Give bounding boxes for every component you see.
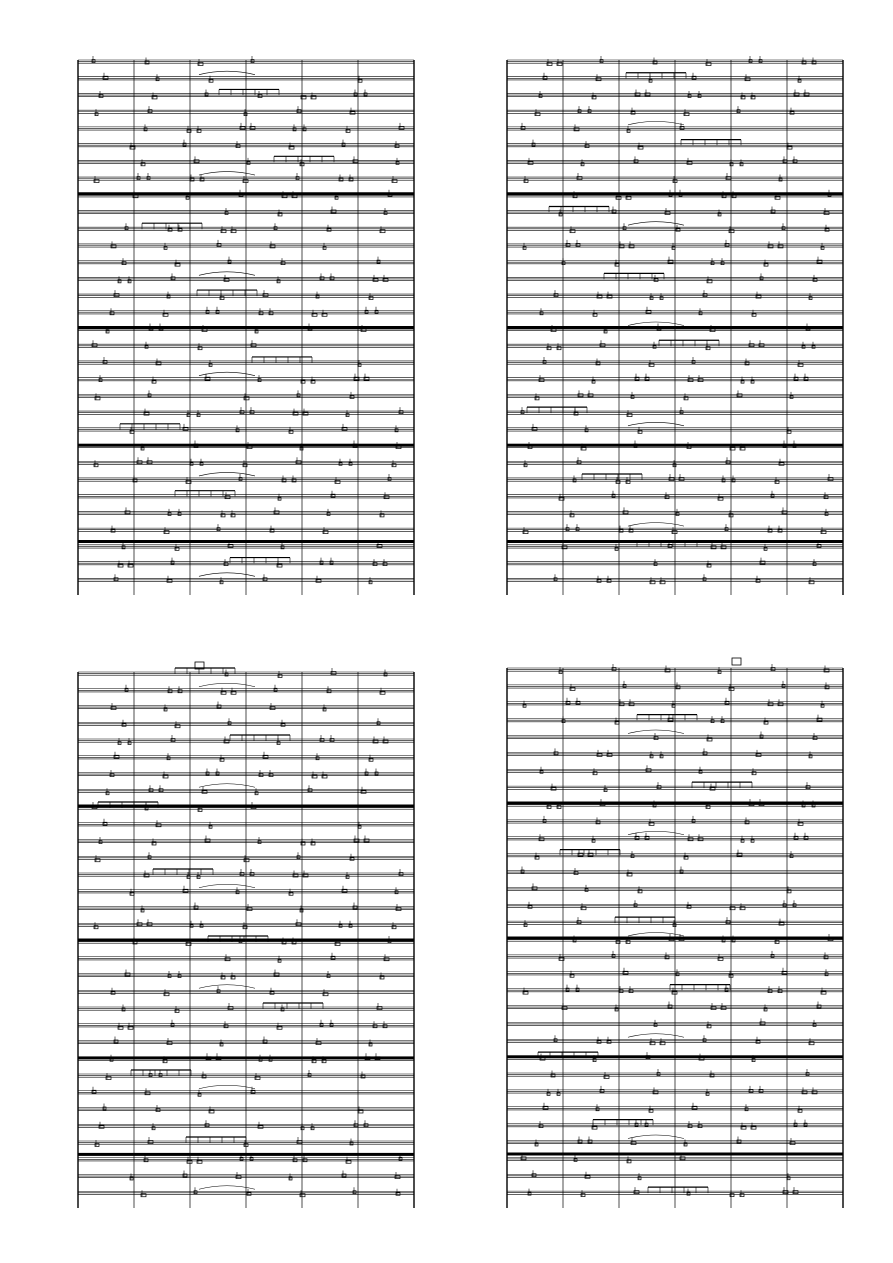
note-group <box>118 558 387 568</box>
note-group <box>141 903 401 913</box>
note-group <box>535 850 793 860</box>
system-divider <box>78 540 414 543</box>
note-group <box>523 240 824 250</box>
note-group <box>559 664 829 674</box>
note-group <box>92 56 254 66</box>
system-divider <box>507 540 843 543</box>
note-group <box>521 867 683 877</box>
note-group <box>547 340 815 350</box>
system-divider <box>78 444 414 447</box>
note-group <box>532 1170 790 1180</box>
note-group <box>110 769 378 779</box>
note-group <box>125 507 384 517</box>
note-group <box>562 1002 821 1012</box>
system-divider <box>507 444 843 447</box>
note-group <box>654 558 816 568</box>
note-group <box>543 73 801 83</box>
note-group <box>554 748 812 758</box>
note-group <box>604 273 817 283</box>
note-group <box>103 819 361 829</box>
note-group <box>130 140 399 150</box>
note-group <box>528 156 797 166</box>
rehearsal-mark <box>732 658 741 665</box>
note-group <box>535 390 793 400</box>
note-group <box>122 718 380 728</box>
note-group <box>122 1003 382 1013</box>
note-group <box>141 156 399 166</box>
note-group <box>114 290 373 300</box>
note-group <box>523 698 824 708</box>
score-page-p2 <box>507 56 843 595</box>
note-group <box>225 953 389 963</box>
score-page-p1 <box>78 56 414 595</box>
system-divider <box>507 802 843 805</box>
system-divider <box>78 1056 414 1059</box>
note-group <box>528 1187 798 1197</box>
note-group <box>175 491 389 501</box>
note-group <box>175 668 387 678</box>
score-page-p3 <box>78 662 414 1208</box>
note-group <box>551 1069 809 1079</box>
note-group <box>118 1020 387 1030</box>
note-group <box>125 970 384 980</box>
note-group <box>122 257 380 267</box>
system-divider <box>78 805 414 808</box>
system-divider <box>507 1153 843 1156</box>
note-group <box>106 1070 365 1080</box>
note-group <box>103 1104 363 1114</box>
system-divider <box>78 326 414 329</box>
note-group <box>99 836 369 846</box>
note-group <box>144 123 404 133</box>
note-group <box>114 1037 372 1047</box>
note-group <box>103 357 361 367</box>
note-group <box>521 407 683 417</box>
note-group <box>573 474 833 484</box>
note-group <box>111 702 326 712</box>
note-group <box>570 681 829 691</box>
note-group <box>110 307 378 317</box>
note-group <box>94 457 396 467</box>
note-group <box>540 765 756 775</box>
note-group <box>539 374 808 384</box>
note-group <box>120 424 398 434</box>
note-group <box>92 340 256 350</box>
note-group <box>551 782 810 792</box>
system-divider <box>507 937 843 940</box>
note-group <box>543 357 803 367</box>
note-group <box>99 1120 368 1130</box>
note-group <box>144 407 403 417</box>
score-page-p4 <box>507 658 843 1208</box>
note-group <box>99 89 367 99</box>
note-group <box>535 106 794 116</box>
note-group <box>562 715 822 725</box>
note-group <box>547 56 816 66</box>
note-group <box>130 1171 400 1181</box>
note-group <box>554 574 814 584</box>
note-group <box>540 307 756 317</box>
system-divider <box>78 939 414 942</box>
note-group <box>111 240 326 250</box>
note-group <box>539 1120 807 1130</box>
note-group <box>570 507 828 517</box>
system-divider <box>78 192 414 195</box>
note-group <box>543 816 803 826</box>
note-group <box>125 223 385 233</box>
note-group <box>559 951 828 961</box>
note-group <box>111 524 328 534</box>
note-group <box>144 869 403 879</box>
note-group <box>554 290 812 300</box>
note-group <box>532 140 792 150</box>
note-group <box>118 735 388 745</box>
note-group <box>94 919 396 929</box>
note-group <box>532 883 791 893</box>
note-group <box>547 1086 817 1096</box>
note-group <box>559 491 828 501</box>
note-group <box>562 257 822 267</box>
note-group <box>225 206 387 216</box>
note-group <box>539 89 809 99</box>
note-group <box>654 1018 816 1028</box>
system-divider <box>78 1153 414 1156</box>
system-divider <box>507 326 843 329</box>
note-group <box>114 752 373 762</box>
note-group <box>543 1103 802 1113</box>
system-divider <box>507 192 843 195</box>
note-group <box>523 985 826 995</box>
note-group <box>528 900 796 910</box>
system-divider <box>507 1055 843 1058</box>
note-group <box>570 968 828 978</box>
